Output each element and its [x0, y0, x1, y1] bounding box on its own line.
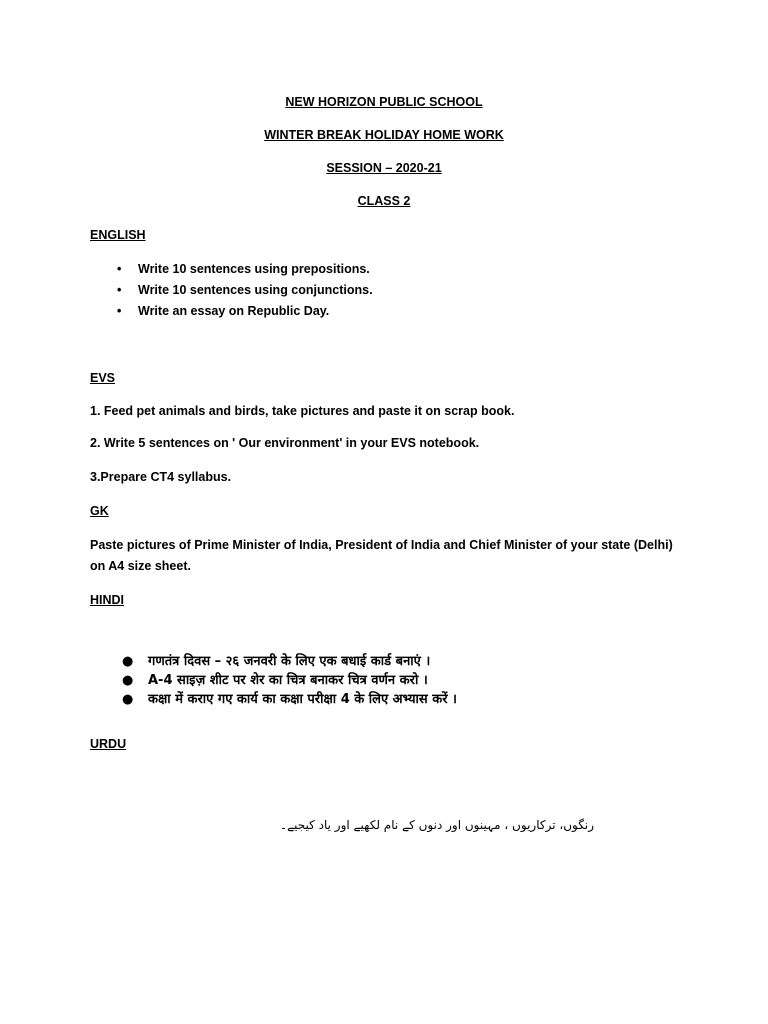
- evs-heading: EVS: [90, 371, 116, 385]
- urdu-text: رنگوں، ترکاریوں ، مہینوں اور دنوں کے نام لکھیے اور یاد کیجیے۔: [280, 818, 594, 832]
- hindi-heading: HINDI: [90, 593, 125, 607]
- list-item: • Write an essay on Republic Day.: [90, 301, 373, 322]
- bullet-icon: ●: [122, 673, 134, 688]
- evs-item-2: 2. Write 5 sentences on ' Our environment' in your EVS notebook.: [90, 436, 480, 450]
- urdu-heading: URDU: [90, 737, 127, 751]
- hindi-list: [118, 652, 678, 709]
- gk-text: Paste pictures of Prime Minister of India, President of India and Chief Minister of your state (Delhi) on A4 size sheet.: [90, 538, 673, 573]
- hindi-item-text: कक्षा में कराए गए कार्य का कक्षा परीक्षा 4 के लिए अभ्यास करें ।: [148, 692, 457, 707]
- list-item: [118, 652, 678, 671]
- list-item: • Write 10 sentences using prepositions.: [90, 259, 373, 280]
- list-item: • Write 10 sentences using conjunctions.: [90, 280, 373, 301]
- session-label: SESSION – 2020-21: [326, 161, 442, 175]
- bullet-icon: ●: [122, 692, 134, 707]
- list-item: [118, 671, 678, 690]
- list-item: [118, 690, 678, 709]
- class-label: CLASS 2: [357, 194, 411, 208]
- evs-item-3: 3.Prepare CT4 syllabus.: [90, 470, 232, 484]
- english-list: [90, 259, 373, 322]
- school-name: NEW HORIZON PUBLIC SCHOOL: [285, 95, 483, 109]
- gk-heading: GK: [90, 504, 109, 518]
- evs-item-1: 1. Feed pet animals and birds, take pictures and paste it on scrap book.: [90, 404, 515, 418]
- hindi-item-text: A-4 साइज़ शीट पर शेर का चित्र बनाकर चित्र वर्णन करो ।: [148, 673, 428, 688]
- english-heading: ENGLISH: [90, 228, 146, 242]
- bullet-icon: ●: [122, 654, 134, 669]
- homework-title: WINTER BREAK HOLIDAY HOME WORK: [264, 128, 504, 142]
- hindi-item-text: गणतंत्र दिवस – २६ जनवरी के लिए एक बधाई कार्ड बनाएं ।: [148, 654, 431, 669]
